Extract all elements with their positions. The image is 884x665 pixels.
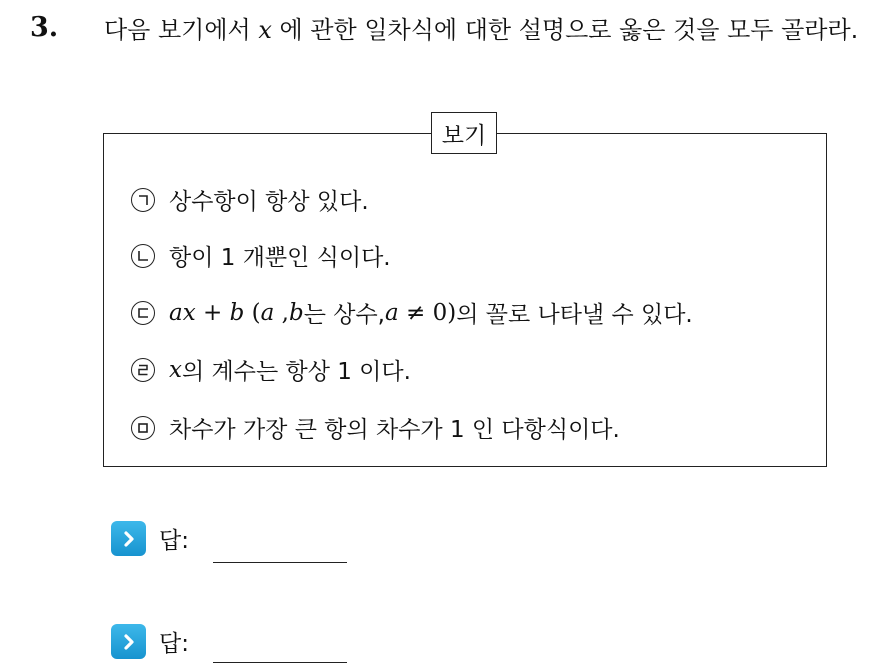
bogi-item-5	[131, 411, 620, 444]
bogi-item-5-text: 차수가 가장 큰 항의 차수가 1 인 다항식이다.	[169, 417, 620, 443]
bogi-item-3-condition	[385, 300, 456, 326]
chevron-right-icon	[111, 624, 146, 659]
chevron-right-icon	[111, 521, 146, 556]
bogi-item-3-mid: 는 상수,	[303, 302, 385, 328]
bogi-item-4	[131, 353, 411, 386]
answer-blank-1[interactable]	[213, 562, 347, 563]
circled-nieun-marker	[131, 244, 155, 268]
answer-label-2: 답:	[159, 631, 189, 657]
bogi-item-4-var: x	[169, 356, 182, 383]
bogi-item-2-text: 항이 1 개뿐인 식이다.	[169, 245, 391, 271]
bogi-item-3	[131, 296, 693, 329]
answer-blank-2[interactable]	[213, 662, 347, 663]
math-comma: ,	[274, 299, 289, 326]
bogi-item-1-text: 상수항이 항상 있다.	[169, 189, 369, 215]
bogi-item-1	[131, 183, 369, 216]
question-variable: x	[258, 16, 272, 44]
bogi-item-4-text: 의 계수는 항상 1 이다.	[181, 359, 411, 385]
math-a: a	[169, 299, 183, 326]
question-text-part1: 다음 보기에서	[104, 16, 259, 44]
math-plus: +	[195, 299, 230, 326]
math-a2: a	[260, 299, 275, 326]
question-text-part2: 에 관한 일차식에 대한 설명으로 옳은 것을 모두 골라라.	[271, 16, 859, 44]
bogi-item-2	[131, 239, 391, 272]
bogi-title: 보기	[431, 112, 497, 154]
math-paren: (	[244, 299, 261, 326]
circled-mieum-marker	[131, 416, 155, 440]
math-b2: b	[288, 299, 304, 326]
circled-giyeok-marker	[131, 188, 155, 212]
question-text	[104, 10, 874, 51]
answer-row-2	[111, 624, 189, 659]
math-x: x	[182, 299, 196, 326]
math-a3: a	[385, 299, 399, 326]
answer-row-1	[111, 521, 189, 556]
bogi-item-3-tail: 의 꼴로 나타낼 수 있다.	[456, 302, 693, 328]
circled-digeut-marker	[131, 301, 155, 325]
circled-rieul-marker	[131, 358, 155, 382]
bogi-item-3-formula	[169, 300, 304, 326]
answer-label-1: 답:	[159, 528, 189, 554]
question-number: 3.	[30, 12, 59, 43]
math-b: b	[229, 299, 245, 326]
math-neq: ≠ 0)	[398, 299, 457, 326]
